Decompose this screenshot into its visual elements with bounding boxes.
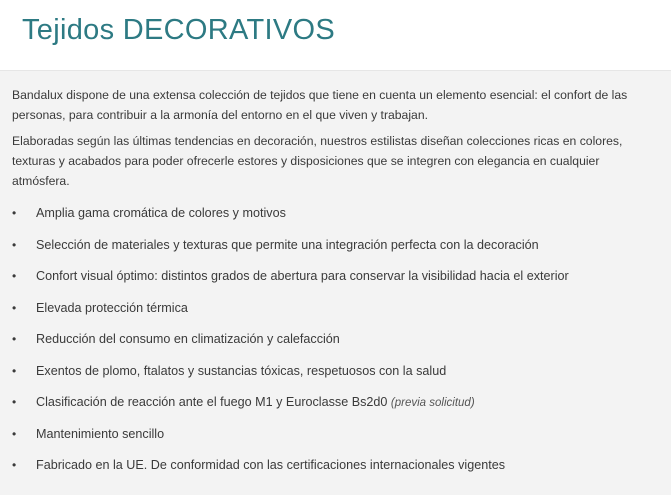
page-title: Tejidos DECORATIVOS [22,14,335,46]
feature-text: Amplia gama cromática de colores y motivos [36,206,286,220]
list-item [12,266,662,298]
list-item [12,392,662,424]
bullet-icon: • [12,395,17,409]
intro-paragraph: Bandalux dispone de una extensa colección de tejidos que tiene en cuenta un elemento esencial: el confort de las personas, para contribuir a la armonía del entorno en el que viven y trabajan. [12,88,628,122]
content-panel [0,70,671,495]
feature-text: Mantenimiento sencillo [36,426,165,441]
list-item [12,329,662,361]
bullet-icon: • [12,458,17,472]
feature-text: Elevada protección térmica [36,300,188,315]
feature-note: (previa solicitud) [390,397,475,409]
list-item [12,203,662,235]
bullet-icon: • [12,237,17,252]
feature-text: Reducción del consumo en climatización y calefacción [36,332,340,346]
feature-text: Confort visual óptimo: distintos grados de abertura para conservar la visibilidad hacia el exterior [36,269,569,283]
page-header [0,0,671,70]
bullet-icon: • [12,332,17,346]
bullet-icon: • [12,269,17,283]
list-item [12,424,662,456]
bullet-icon: • [12,300,17,315]
features-list [12,203,662,487]
bullet-icon: • [12,426,17,441]
bullet-icon: • [12,206,17,220]
intro-paragraph: Elaboradas según las últimas tendencias en decoración, nuestros estilistas diseñan colecciones ricas en colores, texturas y acabados para poder ofrecerle estores y disposiciones que se integren con elegancia en cualquier atmósfera. [12,134,623,188]
feature-text: Selección de materiales y texturas que permite una integración perfecta con la decoración [36,237,539,252]
bullet-icon: • [12,363,17,378]
list-item [12,455,662,487]
feature-text: Fabricado en la UE. De conformidad con las certificaciones internacionales vigentes [36,458,506,472]
feature-text: Clasificación de reacción ante el fuego M1 y Euroclasse Bs2d0 [36,395,388,409]
list-item [12,235,662,267]
feature-text: Exentos de plomo, ftalatos y sustancias tóxicas, respetuosos con la salud [36,363,447,378]
list-item [12,298,662,330]
list-item [12,361,662,393]
